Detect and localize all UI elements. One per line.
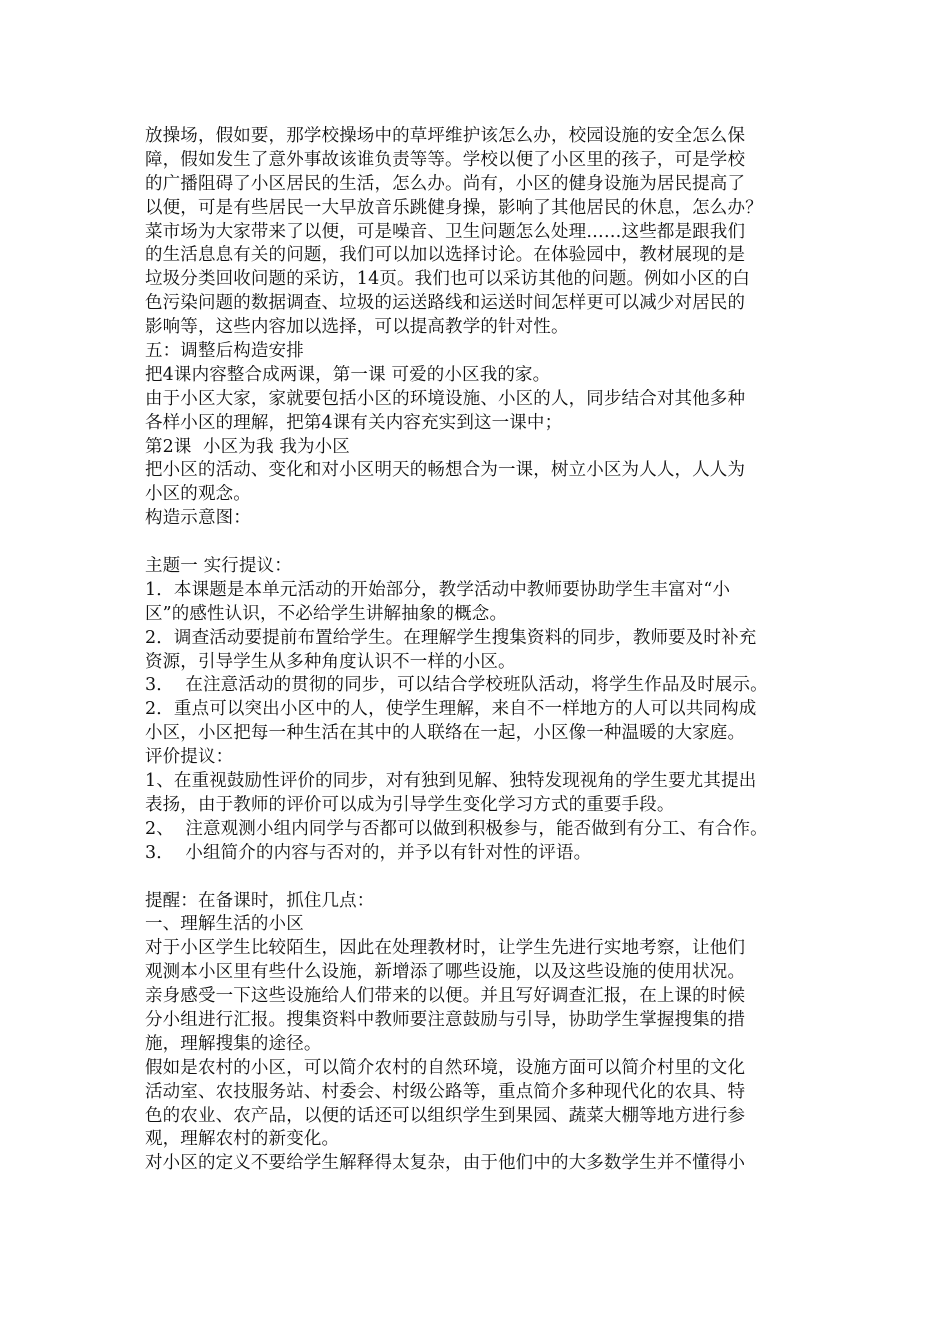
text-line: 施，理解搜集的途径。 <box>145 1033 322 1054</box>
text-line: 各样小区的理解，把第4课有关内容充实到这一课中； <box>145 412 563 433</box>
text-line: 1、在重视鼓励性评价的同步，对有独到见解、独特发现视角的学生要尤其提出 <box>145 771 757 792</box>
text-line: 构造示意图： <box>145 508 251 529</box>
section-heading: 主题一 实行提议： <box>145 556 292 577</box>
text-line: 观测本小区里有些什么设施，新增添了哪些设施，以及这些设施的使用状况。 <box>145 962 746 983</box>
text-line: 把4课内容整合成两课，第一课 可爱的小区我的家。 <box>145 364 551 385</box>
text-line: 1．本课题是本单元活动的开始部分，教学活动中教师要协助学生丰富对“小 <box>145 579 731 600</box>
text-line: 色的农业、农产品，以便的话还可以组织学生到果园、蔬菜大棚等地方进行参 <box>145 1105 746 1126</box>
text-line: 的生活息息有关的问题，我们可以加以选择讨论。在体验园中，教材展现的是 <box>145 245 746 266</box>
text-line: 2．调查活动要提前布置给学生。在理解学生搜集资料的同步，教师要及时补充 <box>145 627 757 648</box>
lesson-heading: 第2课 小区为我 我为小区 <box>145 436 350 457</box>
text-line: 影响等，这些内容加以选择，可以提高教学的针对性。 <box>145 317 569 338</box>
text-line: 假如是农村的小区，可以简介农村的自然环境，设施方面可以简介村里的文化 <box>145 1057 746 1078</box>
text-line: 资源，引导学生从多种角度认识不一样的小区。 <box>145 651 516 672</box>
text-line: 区”的感性认识，不必给学生讲解抽象的概念。 <box>145 603 508 624</box>
blank-line <box>145 531 817 555</box>
text-line: 2、 注意观测小组内同学与否都可以做到积极参与，能否做到有分工、有合作。 <box>145 818 768 839</box>
section-heading: 一、理解生活的小区 <box>145 914 304 935</box>
section-heading: 提醒：在备课时，抓住几点： <box>145 890 375 911</box>
text-line: 由于小区大家，家就要包括小区的环境设施、小区的人，同步结合对其他多种 <box>145 388 746 409</box>
text-line: 菜市场为大家带来了以便，可是噪音、卫生问题怎么处理……这些都是跟我们 <box>145 221 746 242</box>
section-heading: 评价提议： <box>145 747 234 768</box>
text-line: 色污染问题的数据调查、垃圾的运送路线和运送时间怎样更可以减少对居民的 <box>145 293 746 314</box>
text-line: 对于小区学生比较陌生，因此在处理教材时，让学生先进行实地考察，让他们 <box>145 938 746 959</box>
text-line: 把小区的活动、变化和对小区明天的畅想合为一课，树立小区为人人，人人为 <box>145 460 746 481</box>
text-line: 亲身感受一下这些设施给人们带来的以便。并且写好调查汇报，在上课的时候 <box>145 986 746 1007</box>
text-line: 活动室、农技服务站、村委会、村级公路等，重点简介多种现代化的农具、特 <box>145 1081 746 1102</box>
text-line: 垃圾分类回收问题的采访，14页。我们也可以采访其他的问题。例如小区的白 <box>145 269 751 290</box>
text-line: 表扬，由于教师的评价可以成为引导学生变化学习方式的重要手段。 <box>145 794 675 815</box>
text-line: 的广播阻碍了小区居民的生活，怎么办。尚有，小区的健身设施为居民提高了 <box>145 173 746 194</box>
section-heading: 五：调整后构造安排 <box>145 341 304 362</box>
text-line: 以便，可是有些居民一大早放音乐跳健身操，影响了其他居民的休息，怎么办？ <box>145 197 763 218</box>
text-line: 3． 在注意活动的贯彻的同步，可以结合学校班队活动，将学生作品及时展示。 <box>145 675 768 696</box>
text-line: 观，理解农村的新变化。 <box>145 1129 340 1150</box>
document-body <box>145 125 817 1176</box>
text-line: 放操场，假如要，那学校操场中的草坪维护该怎么办，校园设施的安全怎么保 <box>145 126 746 146</box>
text-line: 2．重点可以突出小区中的人，使学生理解，来自不一样地方的人可以共同构成 <box>145 699 757 720</box>
text-line: 3． 小组简介的内容与否对的，并予以有针对性的评语。 <box>145 842 592 863</box>
text-line: 小区，小区把每一种生活在其中的人联络在一起，小区像一种温暖的大家庭。 <box>145 723 746 744</box>
text-line: 小区的观念。 <box>145 484 251 505</box>
text-line: 对小区的定义不要给学生解释得太复杂，由于他们中的大多数学生并不懂得小 <box>145 1153 746 1174</box>
text-line: 分小组进行汇报。搜集资料中教师要注意鼓励与引导，协助学生掌握搜集的措 <box>145 1009 746 1030</box>
text-line: 障，假如发生了意外事故该谁负责等等。学校以便了小区里的孩子，可是学校 <box>145 149 746 170</box>
blank-line <box>145 866 817 890</box>
